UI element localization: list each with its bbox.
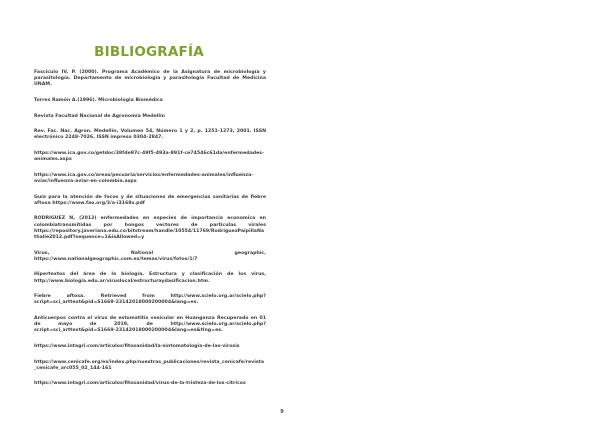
reference-item: Virus, National geographic, https://www.nationalgeographic.com.es/temas/virus/fotos/1/7 <box>34 250 266 262</box>
reference-item: Anticuerpos contra el virus de estomatitis vesicular en Huanganza Recuperado en 01 de mayo de 2019, de http://www.scielo.org.ar/scielo.php?script=sci_arttext&pid=S1669-23142018000200004&lang=es&tlng=es. <box>34 315 266 334</box>
reference-item: Hipertextos del área de la biología, Estructura y clasificación de los virus, http://www.biologia.edu.ar/viruslocal/estructuraydasificacion.htm. <box>34 272 266 284</box>
reference-item: Torres Ramón A.(1996). Microbiologia Biomédica <box>34 98 163 103</box>
reference-item: Rev. Fac. Nac. Agron. Medellín, Volumen 54, Número 1 y 2, p. 1251-1273, 2001. ISSN electrónico 2248-7026. ISSN impreso 0304-2847. <box>34 129 266 141</box>
reference-item: Revista Facultad Nacional de Agronomía Medellín <box>34 113 165 119</box>
reference-list <box>34 70 266 396</box>
reference-item: https://www.intagri.com/articulos/fitosanidad/la-sintomatologia-de-las-virosis <box>34 343 240 349</box>
reference-item: https://www.ica.gov.co/getdoc/38fde97c-49f5-493a-891f-ce74546c61da/enfermedades-animales.aspx <box>34 150 265 163</box>
reference-item: https://www.ica.gov.co/areas/pecuaria/servicios/enfermedades-animales/influenza-aviar/influenza-aviar-en-colombia.aspx <box>34 172 254 184</box>
reference-item: Guía para la atención de focos y de situaciones de emergencias sanitarias de fiebre aftosa https://www.fao.org/3/a-i3168s.pdf <box>34 194 266 206</box>
page-number: 9 <box>280 409 284 415</box>
reference-item: RODRIGUEZ N, (2012) enfermedades en especies de importancia economica en colombiatransmitidas por hongos vectores de particulas virales https://repository.javeriana.edu.co/bitstream/handle/10554/11769/RodriguezPaipillaNathalie2012.pdf?sequence=1&isAllowed=y <box>34 216 266 240</box>
reference-item: Fiebre aftosa. Retrieved from http://www.scielo.org.ar/scielo.php?script=sci_arttext&pid=S1669-23142018000200004&lang=es. <box>34 294 266 306</box>
reference-item: https://www.intagri.com/articulos/fitosanidad/virus-de-la-tristeza-de-los-citricos <box>34 381 246 387</box>
reference-item: https://www.cenicafe.org/es/index.php/nuestras_publicaciones/revista_cenicafe/revista_cenicafe_arc055_02_144-161 <box>34 359 265 371</box>
page-title: BIBLIOGRAFÍA <box>94 44 204 60</box>
reference-item: Fasciculo IV, P. (2000). Programa Académico de la Asignatura de microbiología y parasitología. Departamento de microbiología y parasitología Facultad de Medicina UNAM. <box>34 70 266 88</box>
